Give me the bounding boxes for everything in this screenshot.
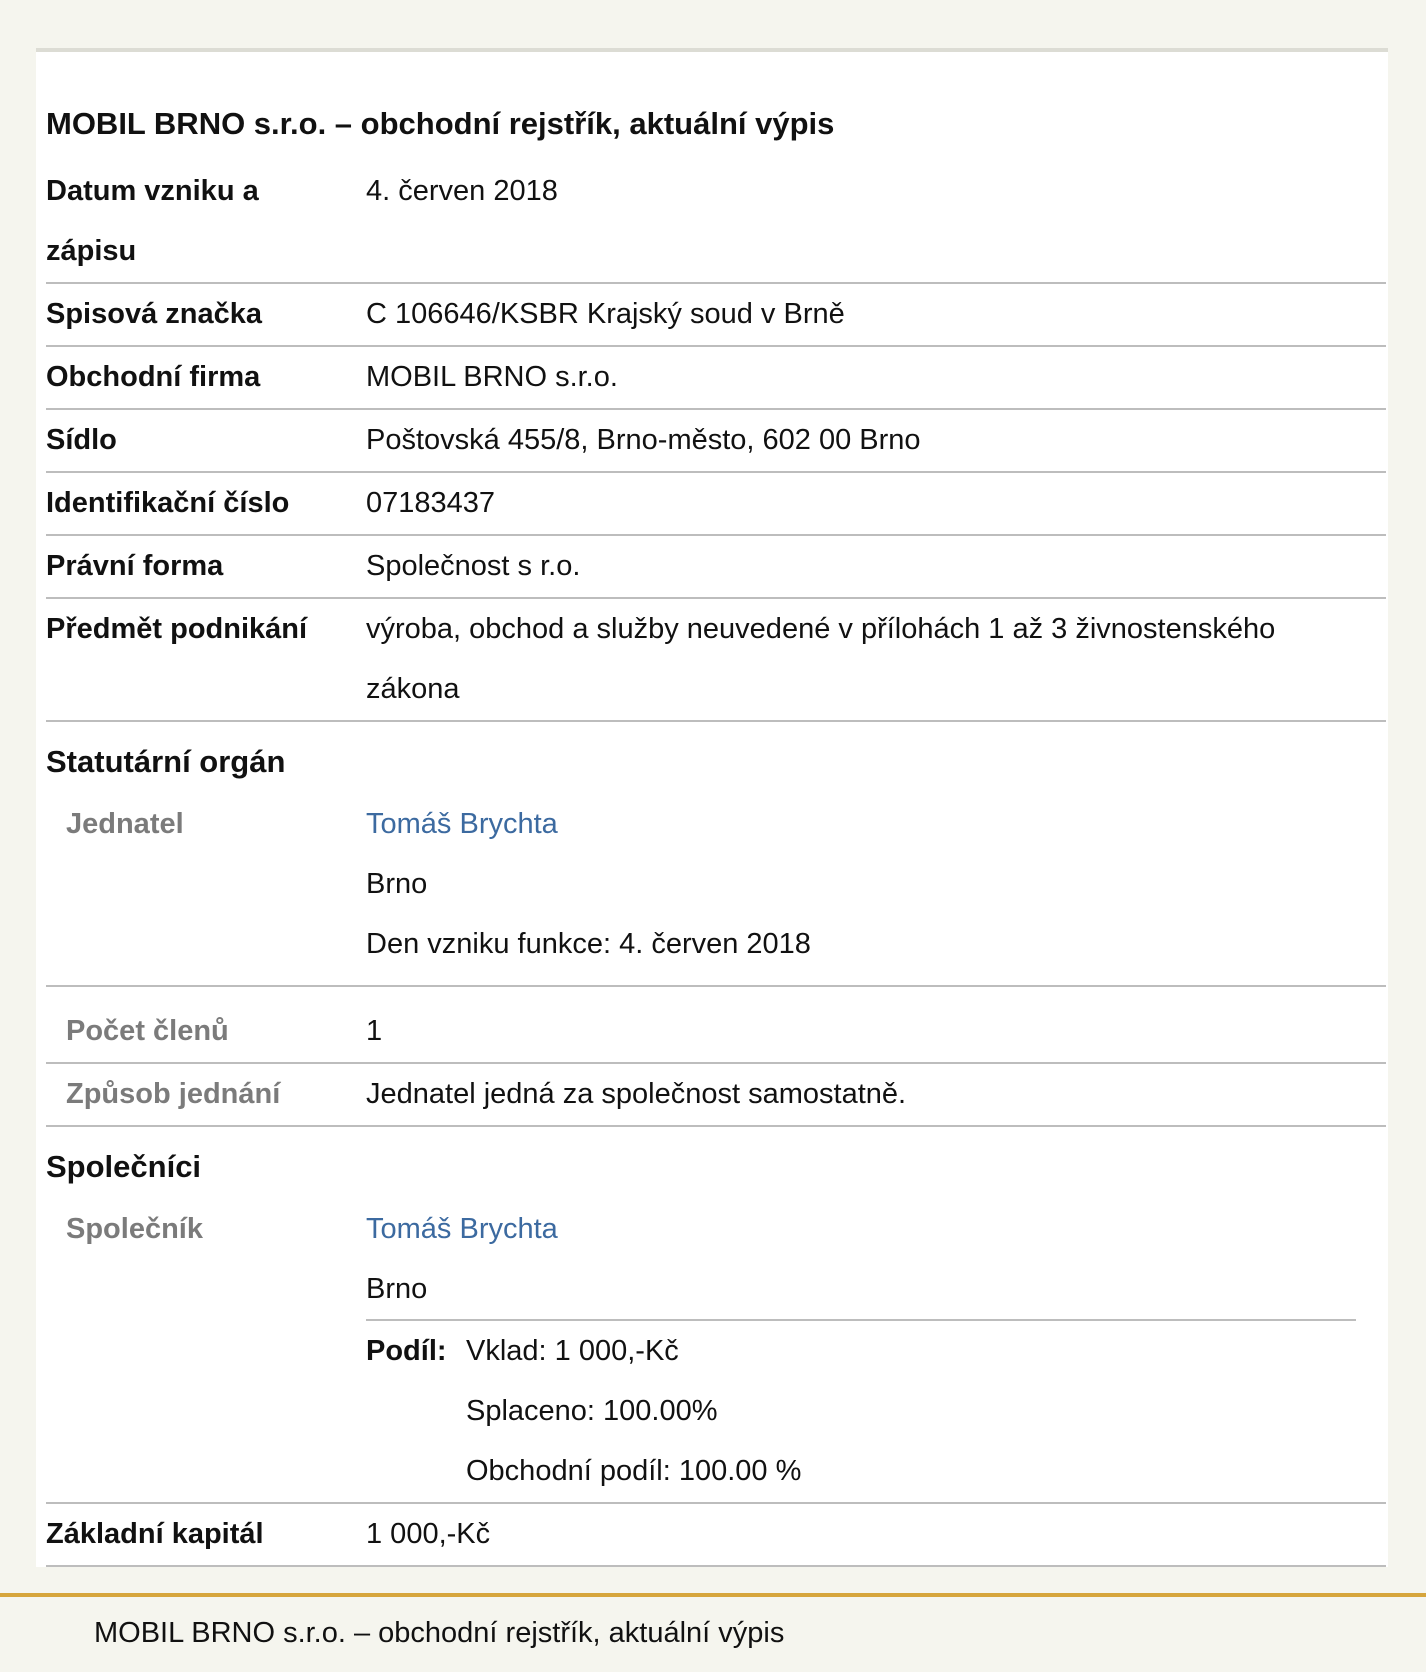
person-link[interactable]: Tomáš Brychta [366,808,558,840]
row-label: Předmět podnikání [46,613,308,645]
row-label: Společník [66,1213,203,1245]
row-label: Obchodní firma [46,361,261,393]
row-value [366,1199,1386,1501]
row-label: Datum vzniku a zápisu [46,175,259,267]
registry-card [36,48,1388,1567]
row-pravni-forma [46,536,1386,599]
row-label: Základní kapitál [46,1518,264,1550]
share-splaceno: Splaceno: 100.00% [466,1395,718,1427]
person-city: Brno [366,868,428,900]
row-value: Poštovská 455/8, Brno-město, 602 00 Brno [366,424,921,456]
share-vklad: Vklad: 1 000,-Kč [466,1335,679,1367]
share-block [366,1319,1356,1501]
row-identifikacni-cislo [46,473,1386,536]
person-city: Brno [366,1273,428,1305]
row-value: 4. červen 2018 [366,175,558,207]
page-title: MOBIL BRNO s.r.o. – obchodní rejstřík, aktuální výpis [46,106,835,141]
row-label: Identifikační číslo [46,487,290,519]
footer-text: MOBIL BRNO s.r.o. – obchodní rejstřík, aktuální výpis [94,1617,785,1649]
person-link[interactable]: Tomáš Brychta [366,1213,558,1245]
row-value [366,794,1386,984]
row-value: 1 [366,1015,383,1047]
share-label: Podíl: [366,1335,447,1367]
row-label: Způsob jednání [66,1078,281,1110]
row-spolecnik [46,1199,1386,1504]
row-label: Jednatel [66,808,184,840]
row-zakladni-kapital [46,1504,1386,1567]
person-since: Den vzniku funkce: 4. červen 2018 [366,928,811,960]
row-datum-vzniku [46,161,1386,284]
share-lines [466,1321,1356,1501]
row-obchodni-firma [46,347,1386,410]
section-title-spolecnici: Společníci [46,1149,202,1184]
row-value: MOBIL BRNO s.r.o. [366,361,618,393]
row-value: C 106646/KSBR Krajský soud v Brně [366,298,845,330]
row-value: výroba, obchod a služby neuvedené v přílohách 1 až 3 živnostenského zákona [366,613,1276,705]
row-value: Jednatel jedná za společnost samostatně. [366,1078,907,1110]
row-value: 07183437 [366,487,496,519]
row-label: Spisová značka [46,298,262,330]
row-label: Právní forma [46,550,224,582]
row-pocet-clenu [46,987,1386,1064]
row-value: Společnost s r.o. [366,550,581,582]
row-label: Počet členů [66,1015,229,1047]
row-value: 1 000,-Kč [366,1518,491,1550]
registry-content [46,97,1386,1567]
row-jednatel [46,794,1386,987]
row-zpusob-jednani [46,1064,1386,1127]
section-title-statutarni-organ: Statutární orgán [46,744,286,779]
footer [0,1593,1426,1672]
row-sidlo [46,410,1386,473]
row-spisova-znacka [46,284,1386,347]
row-predmet-podnikani [46,599,1386,722]
row-label: Sídlo [46,424,117,456]
share-obchodni-podil: Obchodní podíl: 100.00 % [466,1455,802,1487]
